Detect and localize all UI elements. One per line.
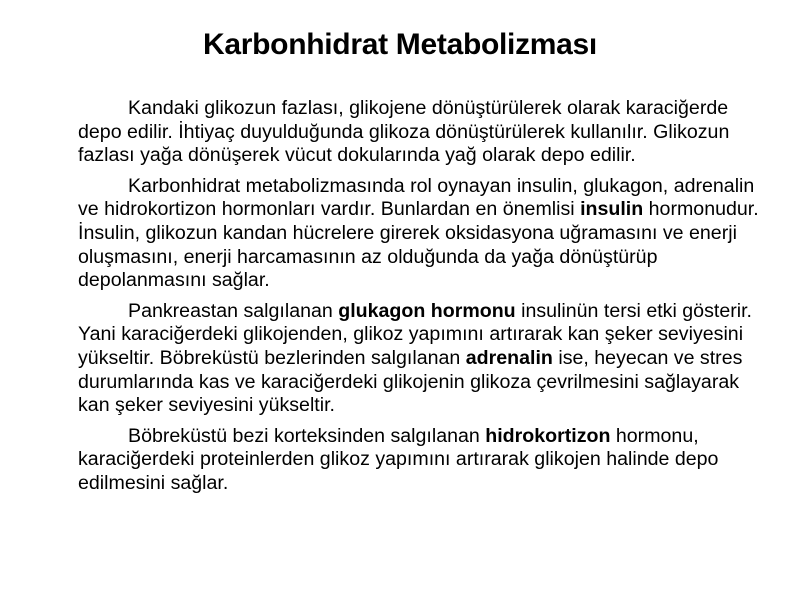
paragraph-3 [78, 300, 768, 418]
paragraph-text: hormonu, karaciğerdeki proteinlerden glikoz yapımını artırarak glikojen halinde depo edilmesini sağlar. [78, 424, 719, 494]
paragraph-text: Karbonhidrat metabolizmasında rol oynayan insulin, glukagon, adrenalin ve hidrokortizon hormonları vardır. Bunlardan en önemlisi [78, 174, 755, 221]
paragraph-text: hormonudur. İnsulin, glikozun kandan hücrelere girerek oksidasyona uğramasını ve enerji oluşmasını, enerji harcamasının az olduğunda da yağa dönüştürüp depolanmasını sağlar. [78, 198, 759, 292]
slide-title: Karbonhidrat Metabolizması [203, 28, 597, 61]
paragraph-4 [78, 425, 768, 496]
paragraph-text: Böbreküstü bezi korteksinden salgılanan [128, 424, 486, 447]
paragraph-text: insulinün tersi etki gösterir. Yani karaciğerdeki glikojenden, glikoz yapımını artırarak kan şeker seviyesini yükseltir. Böbreküstü bezlerinden salgılanan [78, 299, 752, 369]
paragraph-text: Pankreastan salgılanan [128, 299, 339, 322]
term-hidrokortizon: hidrokortizon [485, 424, 611, 447]
paragraph-1 [78, 97, 768, 168]
paragraph-text: ise, heyecan ve stres durumlarında kas ve karaciğerdeki glikojenin glikoza çevrilmesini sağlayarak kan şeker seviyesini yükseltir. [78, 346, 743, 417]
term-glukagon: glukagon hormonu [338, 299, 516, 322]
slide-body [78, 97, 768, 503]
paragraph-2 [78, 175, 768, 293]
paragraph-text: Kandaki glikozun fazlası, glikojene dönüştürülerek olarak karaciğerde depo edilir. İhtiyaç duyulduğunda glikoza dönüştürülerek kullanılır. Glikozun fazlası yağa dönüşerek vücut dokularında yağ olarak depo edilir. [78, 97, 730, 167]
term-insulin: insulin [580, 198, 644, 221]
term-adrenalin: adrenalin [465, 346, 553, 369]
